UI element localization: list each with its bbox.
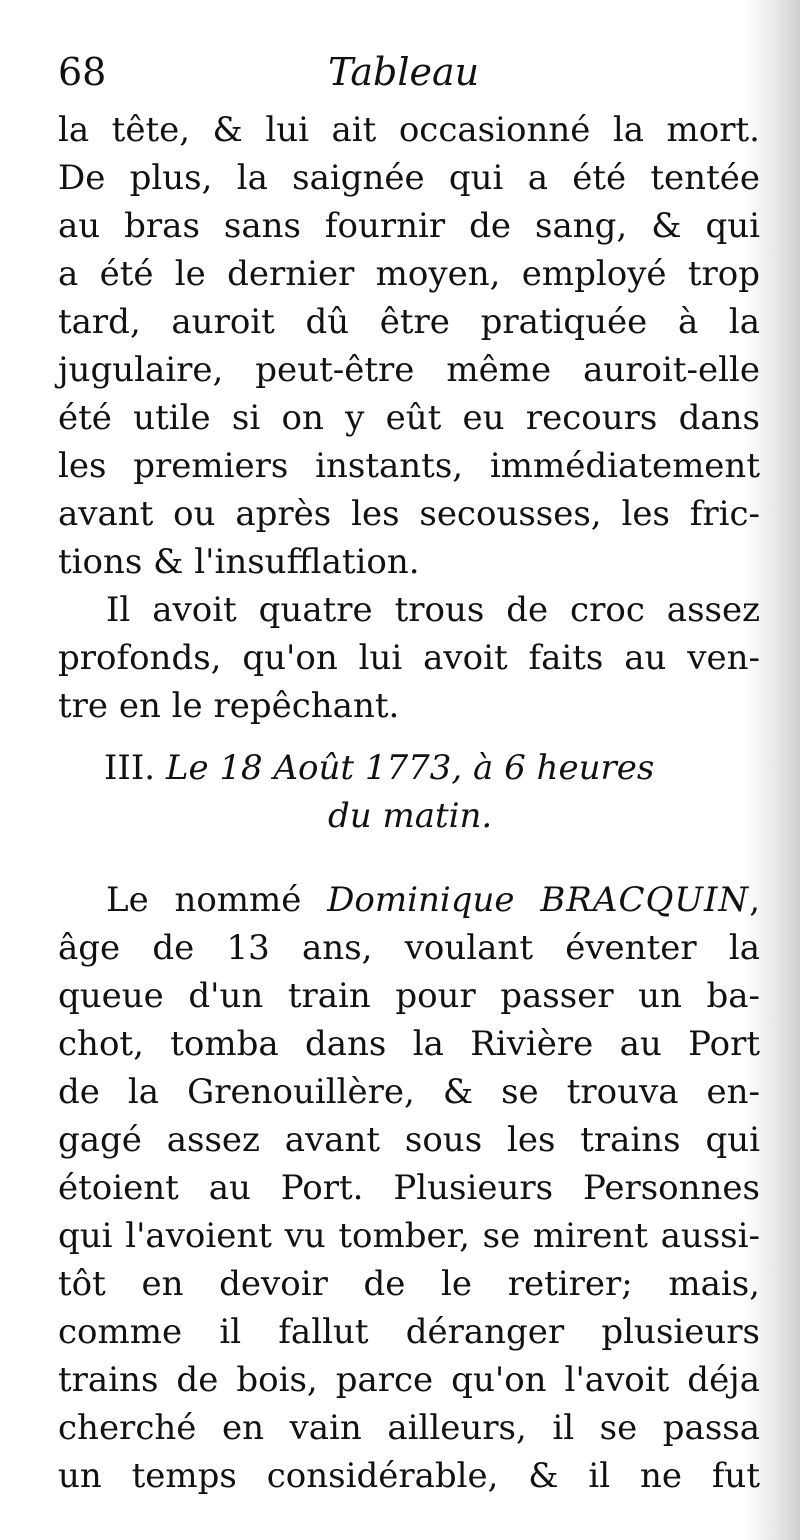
- section-numeral: III.: [104, 748, 156, 788]
- paragraph-3: [58, 876, 760, 1500]
- text-line: qui l'avoient vu tomber, se mirent aussi-: [58, 1216, 760, 1256]
- text-line: tions & l'insufflation.: [58, 542, 420, 582]
- paragraph-2: [58, 586, 760, 730]
- person-name: Dominique: [327, 880, 515, 920]
- text-line: gagé assez avant sous les trains qui: [58, 1120, 760, 1160]
- page-header: [58, 46, 744, 106]
- text-line: [58, 876, 760, 924]
- text-line: les premiers instants, immédiatement: [58, 446, 760, 486]
- text-line: chot, tomba dans la Rivière au Port: [58, 1024, 760, 1064]
- text-line: âge de 13 ans, voulant éventer la: [58, 928, 760, 968]
- section-heading: [58, 744, 760, 840]
- text-line: étoient au Port. Plusieurs Personnes: [58, 1168, 760, 1208]
- text-line: comme il fallut déranger plusieurs: [58, 1312, 760, 1352]
- section-spacer: [58, 840, 760, 876]
- text-line: tôt en devoir de le retirer; mais,: [58, 1264, 760, 1304]
- text-line: la tête, & lui ait occasionné la mort.: [58, 110, 760, 150]
- section-date: Le 18 Août 1773, à 6 heures: [165, 748, 655, 788]
- text-line: un temps considérable, & il ne fut: [58, 1456, 760, 1496]
- paragraph-1: [58, 106, 760, 586]
- text-line: a été le dernier moyen, employé trop: [58, 254, 760, 294]
- text-line: tre en le repêchant.: [58, 686, 400, 726]
- text-line: trains de bois, parce qu'on l'avoit déja: [58, 1360, 760, 1400]
- text-line: De plus, la saignée qui a été tentée: [58, 158, 760, 198]
- text-line: Il avoit quatre trous de croc assez: [106, 590, 760, 630]
- lead-text: Le nommé: [106, 880, 328, 920]
- section-time: du matin.: [328, 796, 493, 836]
- text-line: profonds, qu'on lui avoit faits au ven-: [58, 638, 760, 678]
- person-surname: BRACQUIN: [540, 880, 750, 920]
- text-line: avant ou après les secousses, les fric-: [58, 494, 760, 534]
- section-heading-line: [58, 744, 760, 792]
- text-line: cherché en vain ailleurs, il se passa: [58, 1408, 760, 1448]
- text-line: au bras sans fournir de sang, & qui: [58, 206, 760, 246]
- text-line: jugulaire, peut-être même auroit-elle: [58, 350, 760, 390]
- text-line: tard, auroit dû être pratiquée à la: [58, 302, 760, 342]
- body-text: [0, 106, 800, 1500]
- text-line: queue d'un train pour passer un ba-: [58, 976, 760, 1016]
- lead-tail: ,: [749, 880, 760, 920]
- text-line: été utile si on y eût eu recours dans: [58, 398, 760, 438]
- text-line: de la Grenouillère, & se trouva en-: [58, 1072, 760, 1112]
- page-number: 68: [58, 50, 107, 94]
- running-head: Tableau: [328, 50, 480, 94]
